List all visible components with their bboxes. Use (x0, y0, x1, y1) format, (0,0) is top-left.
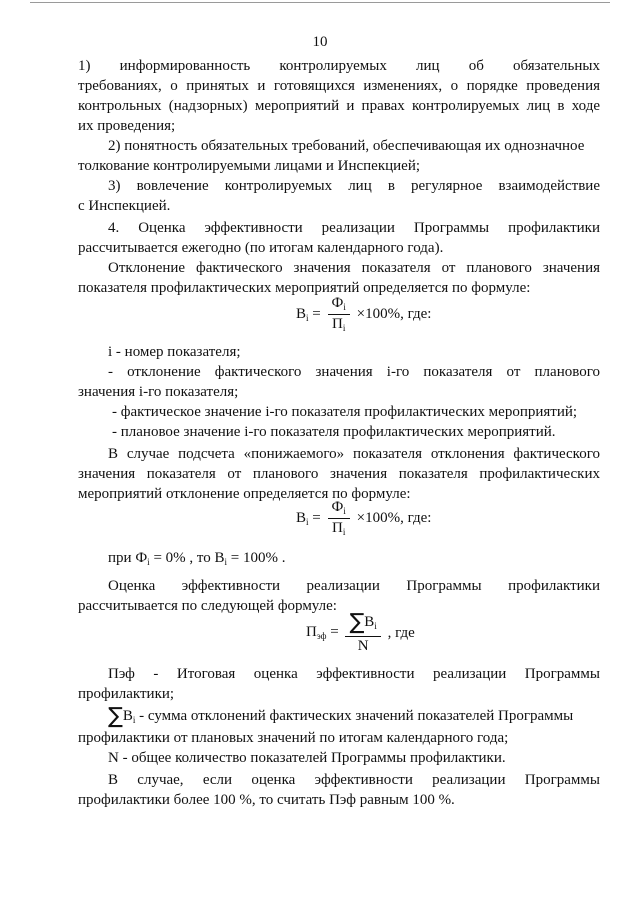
para-5-line-2: показателя профилактических мероприятий определяется по формуле: (78, 280, 531, 296)
formula-2-lhs-sub: i (306, 516, 309, 527)
para-10-line-3: мероприятий отклонение определяется по формуле: (78, 486, 411, 502)
formula-1-fraction (328, 296, 350, 333)
para-4-line-1: 4. Оценка эффективности реализации Программы профилактики (108, 220, 600, 236)
para-2-line-1: 2) понятность обязательных требований, обеспечивающая их однозначное (108, 138, 585, 154)
formula-2-lhs: B (296, 509, 307, 526)
formula-1-numerator: Ф (331, 295, 344, 311)
sum-sigma-icon: ∑ (349, 610, 365, 635)
top-border-line (30, 2, 610, 3)
para-8: - фактическое значение i-го показателя профилактических мероприятий; (112, 404, 578, 420)
formula-1-denominator-sub: i (342, 323, 346, 333)
para-3-line-2: с Инспекцией. (78, 198, 171, 214)
para-12-line-1: Оценка эффективности реализации Программы профилактики (108, 578, 600, 594)
formula-3-equals: = (326, 624, 339, 640)
para-16-line-2: профилактики более 100 %, то считать Пэф равным 100 %. (78, 792, 455, 808)
condition-line (108, 548, 600, 572)
formula-3-lhs: П (306, 624, 317, 640)
para-13-line-2: профилактики; (78, 686, 175, 702)
para-6: i - номер показателя; (108, 344, 241, 360)
formula-2-numerator: Ф (331, 499, 344, 515)
formula-deviation: $B_i$ = $\frac{Ф_i}{П_i}$ ×100%, где: (296, 295, 432, 333)
condition-eq-1: = 0% (149, 550, 190, 566)
formula-3-denominator: N (357, 638, 369, 654)
formula-2-where: где: (403, 510, 432, 526)
para-2-line-2: толкование контролируемыми лицами и Инспекцией; (78, 158, 421, 174)
condition-phi-sub: i (147, 557, 150, 567)
para-1-line-2: требованиях, о принятых и готовящихся изменениях, о порядке проведения (78, 78, 600, 94)
para-4-line-2: рассчитывается ежегодно (по итогам календарного года). (78, 240, 444, 256)
formula-1-denominator: П (332, 316, 343, 332)
formula-3-lhs-sub: эф (316, 631, 327, 641)
formula-2-multiplier: ×100%, (356, 510, 404, 526)
formula-2-denominator: П (332, 520, 343, 536)
para-1-line-1: 1) информированность контролируемых лиц об обязательных (78, 58, 600, 74)
formula-3-where: , где (387, 624, 415, 641)
condition-b: B (214, 550, 225, 566)
para-1-line-4: их проведения; (78, 118, 176, 134)
para-10-line-1: В случае подсчета «понижаемого» показателя отклонения фактического (108, 446, 600, 462)
para-13-line-1: Пэф - Итоговая оценка эффективности реализации Программы (108, 666, 600, 682)
sum-variable: B (122, 708, 133, 724)
formula-2-denominator-sub: i (342, 527, 346, 537)
condition-phi: Ф (135, 550, 148, 566)
para-14-line-1 (108, 706, 600, 730)
para-1-line-3: контрольных (надзорных) мероприятий и правах контролируемых лиц в ходе (78, 98, 600, 114)
formula-1-lhs-sub: i (306, 312, 309, 323)
para-14-text: - сумма отклонений фактических значений показателей Программы (135, 708, 574, 724)
para-7-line-2: значения i-го показателя; (78, 384, 239, 400)
para-9: - плановое значение i-го показателя профилактических мероприятий. (112, 424, 556, 440)
condition-b-sub: i (224, 557, 228, 567)
para-15: N - общее количество показателей Программы профилактики. (108, 750, 506, 766)
page-number: 10 (312, 34, 328, 50)
formula-2-numerator-sub: i (343, 506, 346, 516)
formula-3-fraction (345, 612, 380, 654)
condition-prefix: при (108, 550, 136, 566)
para-10-line-2: значения показателя от планового значения показателя профилактических (78, 466, 600, 482)
formula-1-numerator-sub: i (343, 302, 346, 312)
para-14-line-2: профилактики от плановых значений по итогам календарного года; (78, 730, 509, 746)
formula-3-numerator: B (364, 614, 375, 630)
condition-then: , то (189, 550, 215, 566)
para-3-line-1: 3) вовлечение контролируемых лиц в регулярное взаимодействие (108, 178, 600, 194)
formula-3-numerator-sub: i (374, 621, 377, 631)
para-12-line-2: рассчитывается по следующей формуле: (78, 598, 337, 614)
sum-variable-sub: i (132, 715, 136, 725)
formula-1-where: где: (403, 306, 432, 322)
formula-1-lhs: B (296, 305, 307, 322)
sum-sigma-icon: ∑ (108, 704, 123, 729)
para-16-line-1: В случае, если оценка эффективности реализации Программы (108, 772, 600, 788)
formula-efficiency (306, 612, 415, 654)
formula-2-fraction (328, 500, 350, 537)
para-5-line-1: Отклонение фактического значения показателя от планового значения (108, 260, 600, 276)
para-7-line-1: - отклонение фактического значения i-го показателя от планового (108, 364, 600, 380)
formula-1-multiplier: ×100%, (356, 306, 404, 322)
condition-eq-2: = 100% . (227, 550, 286, 566)
formula-deviation-lowered: $B_i$ = $\frac{Ф_i}{П_i}$ ×100%, где: (296, 499, 432, 537)
